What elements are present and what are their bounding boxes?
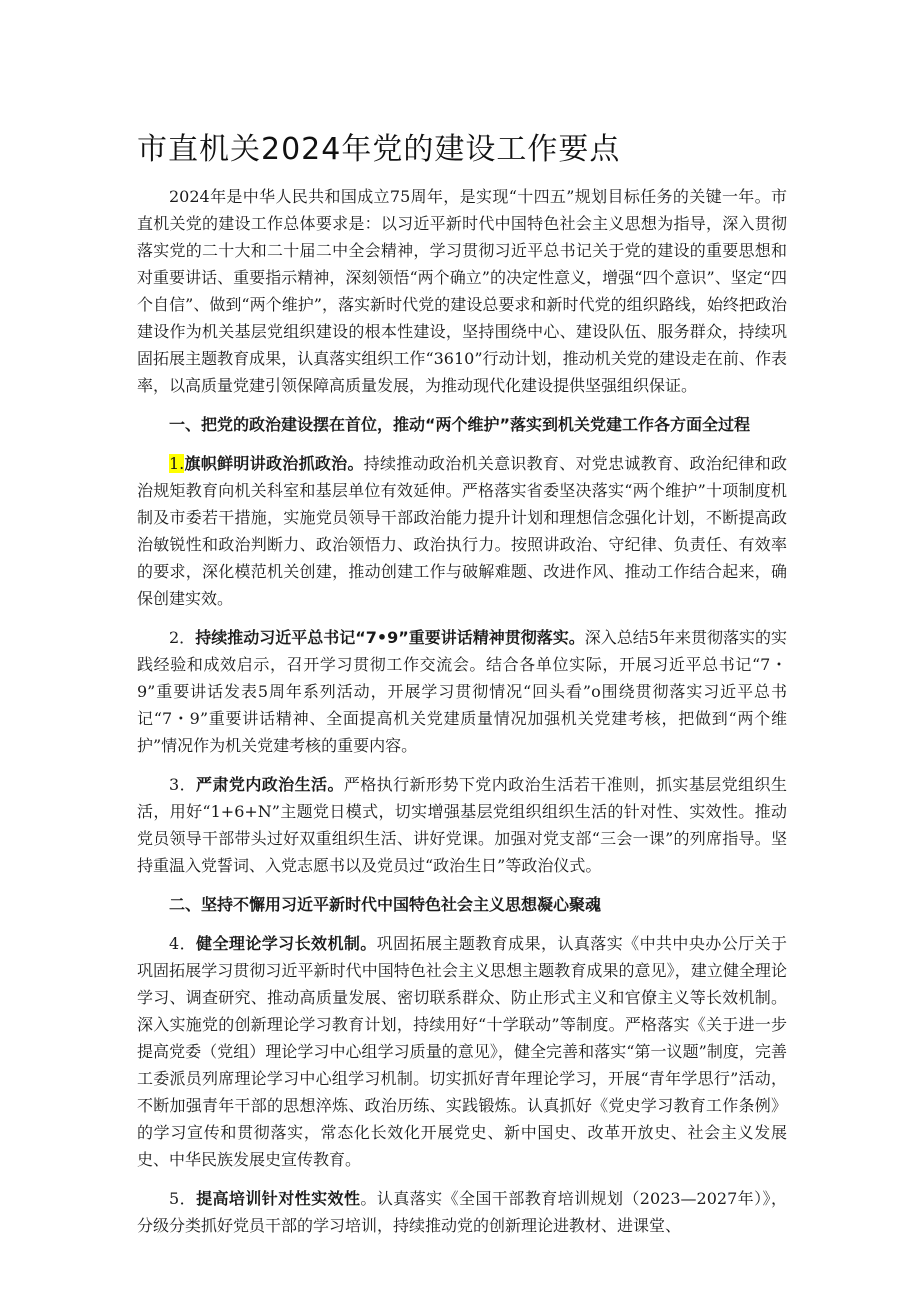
item-4-number: 4． [169,934,197,953]
item-2-paragraph [137,624,787,759]
item-4-paragraph [137,930,787,1173]
item-5-text: 。认真落实《全国干部教育培训规划（2023—2027年）》，分级分类抓好党员干部的学习培训，持续推动党的创新理论进教材、进课堂、 [137,1189,787,1235]
item-2-number: 2． [169,628,196,647]
document-body [137,183,787,1251]
intro-paragraph: 2024年是中华人民共和国成立75周年，是实现“十四五”规划目标任务的关键一年。市直机关党的建设工作总体要求是：以习近平新时代中国特色社会主义思想为指导，深入贯彻落实党的二十大和二十届二中全会精神，学习贯彻习近平总书记关于党的建设的重要思想和对重要讲话、重要指示精神，深刻领悟“两个确立”的决定性意义，增强“四个意识”、坚定“四个自信”、做到“两个维护”，落实新时代党的建设总要求和新时代党的组织路线，始终把政治建设作为机关基层党组织建设的根本性建设，坚持围绕中心、建设队伍、服务群众，持续巩固拓展主题教育成果，认真落实组织工作“3610”行动计划，推动机关党的建设走在前、作表率，以高质量党建引领保障高质量发展，为推动现代化建设提供坚强组织保证。 [137,187,787,395]
item-5-number: 5． [169,1189,197,1208]
item-3-paragraph [137,771,787,879]
item-2-lead: 持续推动习近平总书记“7•9”重要讲话精神贯彻落实。 [195,628,585,647]
document-title: 市直机关2024年党的建设工作要点 [137,132,621,167]
item-1-paragraph [137,450,787,612]
item-1-lead: 旗帜鲜明讲政治抓政治。 [184,454,364,473]
item-5-lead: 提高培训针对性实效性 [196,1189,361,1208]
item-3-lead: 严肃党内政治生活。 [196,775,344,794]
item-2-text: 深入总结5年来贯彻落实的实践经验和成效启示，召开学习贯彻工作交流会。结合各单位实际，开展习近平总书记“7・9”重要讲话发表5周年系列活动，开展学习贯彻情况“回头看”o围绕贯彻落实习近平总书记“7・9”重要讲话精神、全面提高机关党建质量情况加强机关党建考核，把做到“两个维护”情况作为机关党建考核的重要内容。 [137,628,787,755]
item-3-text: 严格执行新形势下党内政治生活若干准则，抓实基层党组织生活，用好“1+6+N”主题党日模式，切实增强基层党组织组织生活的针对性、实效性。推动党员领导干部带头过好双重组织生活、讲好党课。加强对党支部“三会一课”的列席指导。坚持重温入党誓词、入党志愿书以及党员过“政治生日”等政治仪式。 [137,775,787,875]
item-3-number: 3． [169,775,197,794]
item-4-text: 巩固拓展主题教育成果，认真落实《中共中央办公厅关于巩固拓展学习贯彻习近平新时代中国特色社会主义思想主题教育成果的意见》，建立健全理论学习、调查研究、推动高质量发展、密切联系群众、防止形式主义和官僚主义等长效机制。深入实施党的创新理论学习教育计划，持续用好“十学联动”等制度。严格落实《关于进一步提高党委（党组）理论学习中心组学习质量的意见》，健全完善和落实“第一议题”制度，完善工委派员列席理论学习中心组学习机制。切实抓好青年理论学习，开展“青年学思行”活动，不断加强青年干部的思想淬炼、政治历练、实践锻炼。认真抓好《党史学习教育工作条例》的学习宣传和贯彻落实，常态化长效化开展党史、新中国史、改革开放史、社会主义发展史、中华民族发展史宣传教育。 [137,934,787,1169]
item-4-lead: 健全理论学习长效机制。 [196,934,377,953]
item-5-paragraph [137,1185,787,1239]
item-1-text: 持续推动政治机关意识教育、对党忠诚教育、政治纪律和政治规矩教育向机关科室和基层单位有效延伸。严格落实省委坚决落实“两个维护”十项制度机制及市委若干措施，实施党员领导干部政治能力提升计划和理想信念强化计划，不断提高政治敏锐性和政治判断力、政治领悟力、政治执行力。按照讲政治、守纪律、负责任、有效率的要求，深化模范机关创建，推动创建工作与破解难题、改进作风、推动工作结合起来，确保创建实效。 [137,454,787,608]
section-2-heading: 二、坚持不懈用习近平新时代中国特色社会主义思想凝心聚魂 [169,895,602,914]
section-1-heading: 一、把党的政治建设摆在首位，推动“两个维护”落实到机关党建工作各方面全过程 [169,415,751,434]
item-1-number: 1. [169,454,185,473]
